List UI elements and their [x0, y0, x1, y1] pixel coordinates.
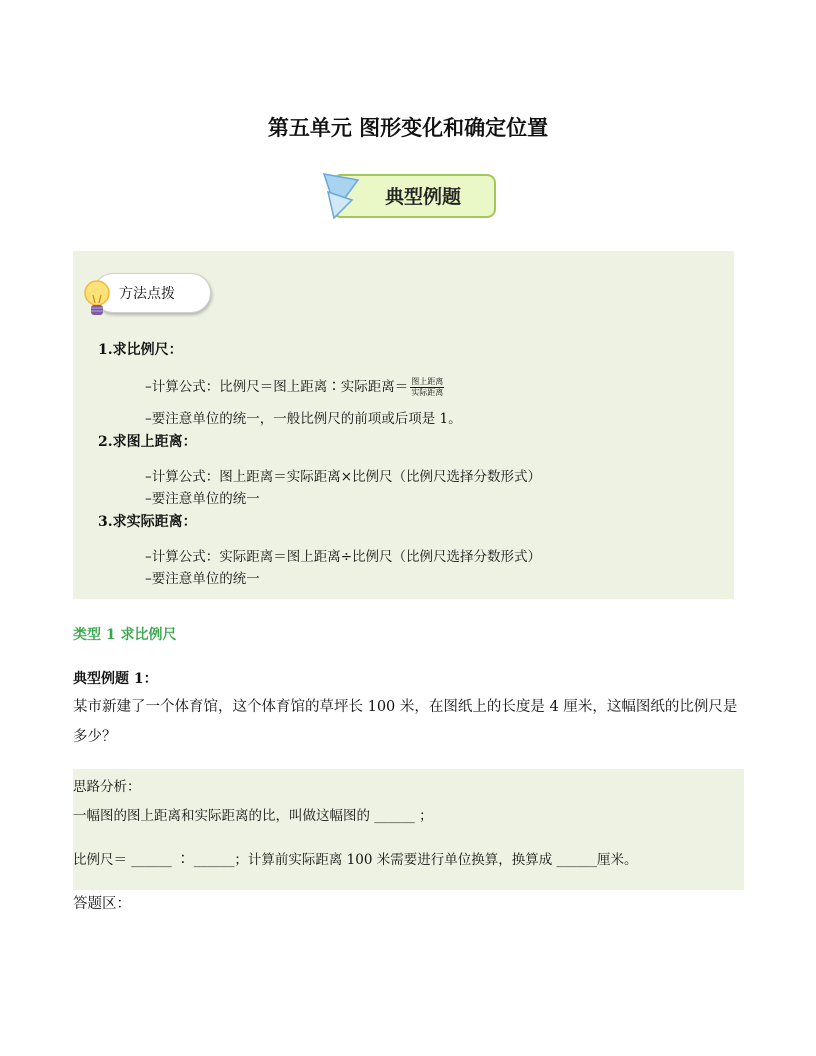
tip-formula-1 [145, 375, 444, 398]
tip-note-2: –要注意单位的统一 [145, 491, 260, 507]
example-title: 典型例题 1： [73, 671, 158, 687]
tips-panel [73, 251, 734, 599]
fraction-numerator: 图上距离 [411, 377, 444, 386]
analysis-line-2: 比例尺＝ ______ ∶ ______；计算前实际距离 100 米需要进行单位换算，换算成 ______厘米。 [73, 852, 638, 868]
tip-note-1: –要注意单位的统一，一般比例尺的前项或后项是 1。 [145, 411, 462, 427]
analysis-line-1: 一幅图的图上距离和实际距离的比，叫做这幅图的 ______ ； [73, 808, 433, 824]
tips-badge [83, 269, 213, 323]
analysis-label: 思路分析： [73, 779, 141, 795]
example-question: 某市新建了一个体育馆，这个体育馆的草坪长 100 米，在图纸上的长度是 4 厘米，这幅图纸的比例尺是多少？ [73, 699, 738, 745]
fraction-denominator: 实际距离 [411, 388, 444, 397]
page-title: 第五单元 图形变化和确定位置 [267, 116, 549, 140]
analysis-panel [73, 769, 744, 890]
tip-formula-3: –计算公式：实际距离＝图上距离÷比例尺（比例尺选择分数形式） [145, 549, 542, 565]
tip-heading-3: 3.求实际距离： [98, 514, 197, 530]
type-heading: 类型 1 求比例尺 [73, 627, 177, 643]
tip-heading-2: 2.求图上距离： [98, 434, 197, 450]
example-banner [318, 170, 498, 222]
lightbulb-icon [83, 279, 111, 323]
tip-formula-2: –计算公式：图上距离＝实际距离×比例尺（比例尺选择分数形式） [145, 469, 542, 485]
tip-heading-1: 1.求比例尺： [98, 342, 183, 358]
tip-note-3: –要注意单位的统一 [145, 571, 260, 587]
tips-label: 方法点拨 [119, 286, 175, 302]
answer-area-label: 答题区： [73, 896, 131, 912]
scale-fraction [410, 377, 444, 398]
banner-label: 典型例题 [384, 186, 461, 208]
tip-formula-1-text: –计算公式：比例尺＝图上距离∶实际距离＝ [145, 379, 409, 395]
